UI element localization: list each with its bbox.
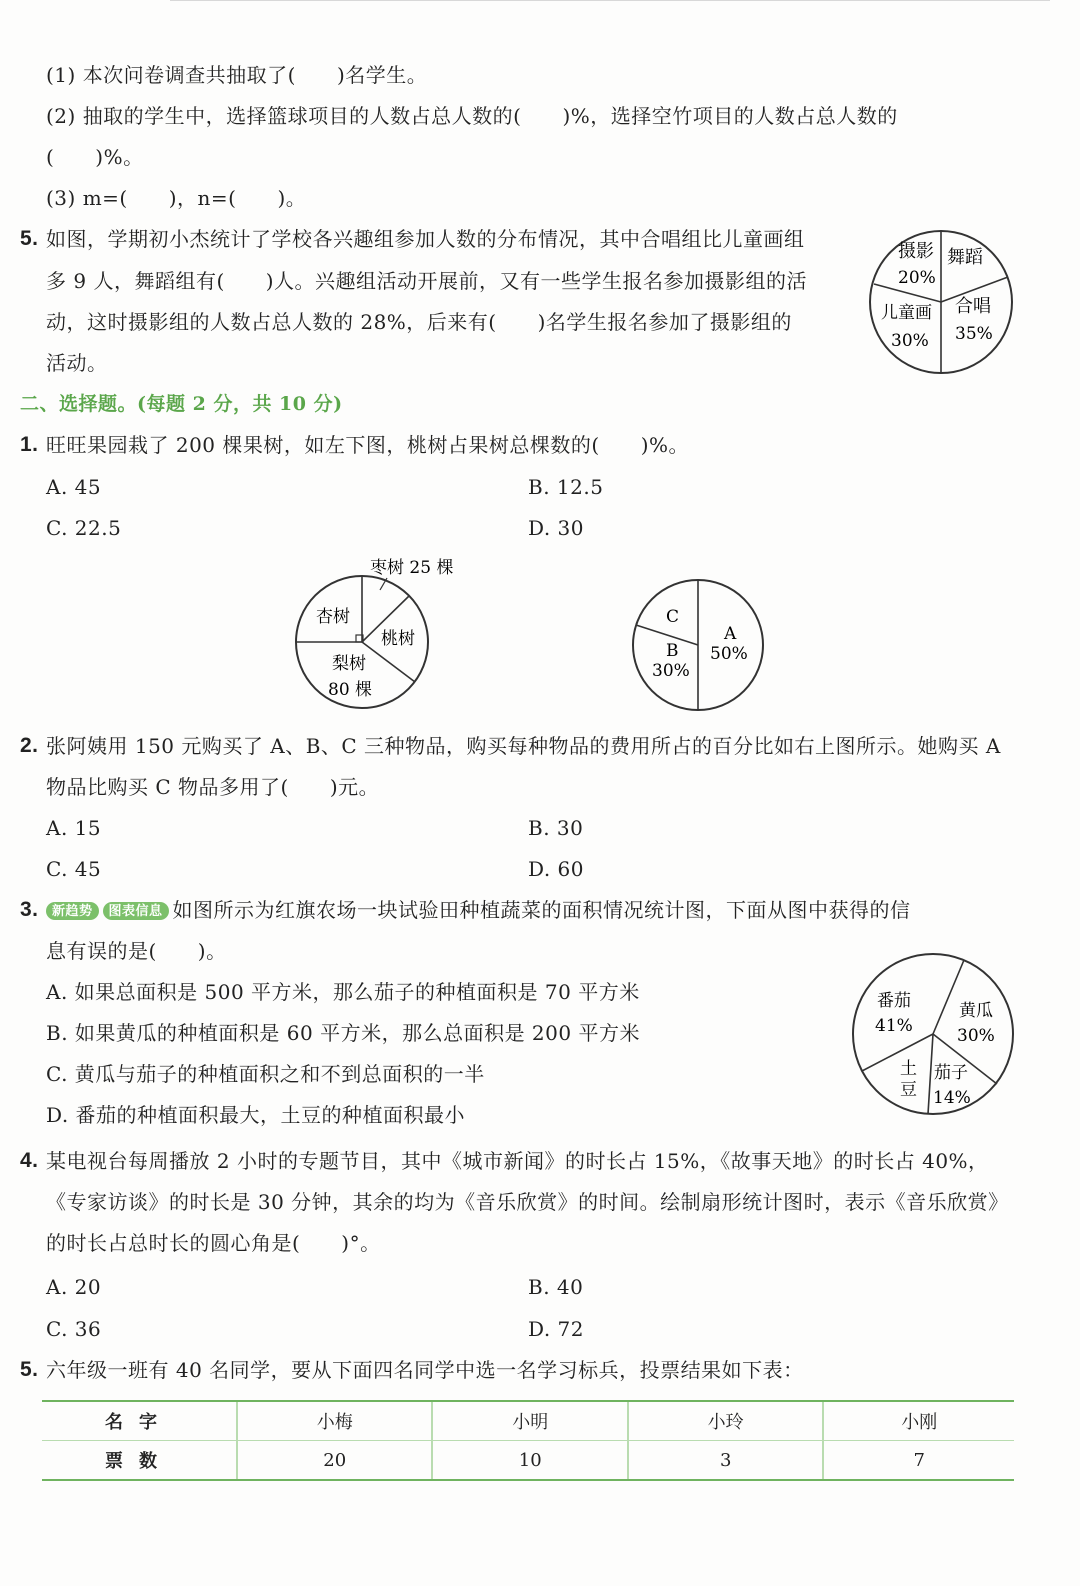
q5-line4: 活动。 — [46, 351, 108, 375]
q4-option-c[interactable]: C. 36 — [46, 1317, 102, 1341]
eggplant-label: 茄子 — [934, 1063, 968, 1083]
q3-line1 — [46, 897, 911, 923]
table-cell: 小刚 — [823, 1401, 1014, 1441]
q5b-number: 5. — [20, 1358, 39, 1381]
q5-number: 5. — [20, 227, 39, 250]
q2-option-a[interactable]: A. 15 — [46, 816, 102, 840]
q4-line1: 某电视台每周播放 2 小时的专题节目，其中《城市新闻》的时长占 15%，《故事天地》的时长占 40%， — [46, 1149, 989, 1173]
q4-sub1: (1) 本次问卷调查共抽取了( )名学生。 — [46, 63, 428, 87]
chorus-label: 合唱 — [955, 296, 991, 317]
cucumber-pct: 30% — [957, 1026, 995, 1046]
q3-option-b[interactable]: B. 如果黄瓜的种植面积是 60 平方米，那么总面积是 200 平方米 — [46, 1021, 640, 1045]
table-cell: 小明 — [432, 1401, 627, 1441]
q5-line2: 多 9 人，舞蹈组有( )人。兴趣组活动开展前，又有一些学生报名参加摄影组的活 — [46, 269, 808, 293]
q5-line1: 如图，学期初小杰统计了学校各兴趣组参加人数的分布情况，其中合唱组比儿童画组 — [46, 227, 805, 251]
q3-number: 3. — [20, 898, 39, 921]
dance-label: 舞蹈 — [947, 247, 983, 268]
a-label: A — [724, 624, 737, 644]
photo-pct: 20% — [898, 268, 936, 288]
c-label: C — [666, 607, 680, 627]
q2-line1: 张阿姨用 150 元购买了 A、B、C 三种物品，购买每种物品的费用所占的百分比如右上图所示。她购买 A — [46, 734, 1001, 758]
table-cell: 20 — [237, 1441, 432, 1481]
q2-option-d[interactable]: D. 60 — [528, 857, 584, 881]
apricot-label: 杏树 — [316, 607, 350, 627]
q4-sub2-cont: ( )%。 — [46, 145, 144, 169]
q3-text1: 如图所示为红旗农场一块试验田种植蔬菜的面积情况统计图，下面从图中获得的信 — [172, 898, 911, 922]
q3-option-c[interactable]: C. 黄瓜与茄子的种植面积之和不到总面积的一半 — [46, 1062, 485, 1086]
q1-option-b[interactable]: B. 12.5 — [528, 475, 604, 499]
q4-line3: 的时长占总时长的圆心角是( )°。 — [46, 1231, 381, 1255]
table-cell: 3 — [628, 1441, 823, 1481]
name-header: 名字 — [42, 1401, 237, 1441]
photo-label: 摄影 — [898, 241, 934, 262]
q1-text: 旺旺果园栽了 200 棵果树，如左下图，桃树占果树总棵数的( )%。 — [46, 433, 689, 457]
jujube-label: 枣树 25 棵 — [370, 558, 454, 578]
q4-sub2: (2) 抽取的学生中，选择篮球项目的人数占总人数的( )%，选择空竹项目的人数占总人数的 — [46, 104, 898, 128]
q4-line2: 《专家访谈》的时长是 30 分钟，其余的均为《音乐欣赏》的时间。绘制扇形统计图时，表示《音乐欣赏》 — [46, 1190, 1009, 1214]
pear-label: 梨树 — [332, 654, 366, 674]
q1-number: 1. — [20, 433, 39, 456]
a-pct: 50% — [710, 644, 748, 664]
trend-tag: 新趋势 — [46, 902, 99, 920]
votes-header: 票数 — [42, 1441, 237, 1481]
q4-option-b[interactable]: B. 40 — [528, 1275, 584, 1299]
q3-option-a[interactable]: A. 如果总面积是 500 平方米，那么茄子的种植面积是 70 平方米 — [46, 980, 640, 1004]
q4-number: 4. — [20, 1149, 39, 1172]
q5-line3: 动，这时摄影组的人数占总人数的 28%，后来有( )名学生报名参加了摄影组的 — [46, 310, 792, 334]
vote-table — [42, 1400, 1014, 1481]
q4-option-a[interactable]: A. 20 — [46, 1275, 102, 1299]
table-row — [42, 1441, 1014, 1481]
q4-sub3: (3) m=( )，n=( )。 — [46, 186, 307, 210]
drawing-pct: 30% — [891, 331, 929, 351]
q3-line2: 息有误的是( )。 — [46, 939, 227, 963]
potato-label-1: 土 — [900, 1059, 917, 1079]
chart-info-tag: 图表信息 — [103, 902, 169, 920]
table-cell: 小梅 — [237, 1401, 432, 1441]
q1-option-d[interactable]: D. 30 — [528, 516, 584, 540]
chorus-pct: 35% — [955, 324, 993, 344]
q1-option-c[interactable]: C. 22.5 — [46, 516, 122, 540]
q1-option-a[interactable]: A. 45 — [46, 475, 102, 499]
tomato-label: 番茄 — [877, 991, 911, 1011]
top-rule — [170, 0, 1050, 1]
cucumber-label: 黄瓜 — [959, 1001, 993, 1021]
q2-option-b[interactable]: B. 30 — [528, 816, 584, 840]
q4-option-d[interactable]: D. 72 — [528, 1317, 584, 1341]
peach-label: 桃树 — [381, 629, 415, 649]
pear-count: 80 棵 — [328, 680, 373, 700]
abc-pie — [630, 576, 770, 716]
b-pct: 30% — [652, 661, 690, 681]
q2-number: 2. — [20, 734, 39, 757]
table-cell: 小玲 — [628, 1401, 823, 1441]
b-label: B — [666, 641, 679, 661]
eggplant-pct: 14% — [933, 1088, 971, 1108]
interest-group-pie — [865, 228, 1020, 378]
table-row — [42, 1401, 1014, 1441]
q5b-text: 六年级一班有 40 名同学，要从下面四名同学中选一名学习标兵，投票结果如下表： — [46, 1358, 804, 1382]
tomato-pct: 41% — [875, 1016, 913, 1036]
potato-label-2: 豆 — [900, 1080, 917, 1100]
fruit-tree-pie — [290, 552, 465, 712]
q2-line2: 物品比购买 C 物品多用了( )元。 — [46, 775, 380, 799]
q3-option-d[interactable]: D. 番茄的种植面积最大，土豆的种植面积最小 — [46, 1103, 466, 1127]
section-heading: 二、选择题。(每题 2 分，共 10 分) — [20, 393, 343, 415]
drawing-label: 儿童画 — [881, 303, 932, 323]
vegetable-pie — [845, 950, 1025, 1120]
table-cell: 7 — [823, 1441, 1014, 1481]
table-cell: 10 — [432, 1441, 627, 1481]
q2-option-c[interactable]: C. 45 — [46, 857, 102, 881]
